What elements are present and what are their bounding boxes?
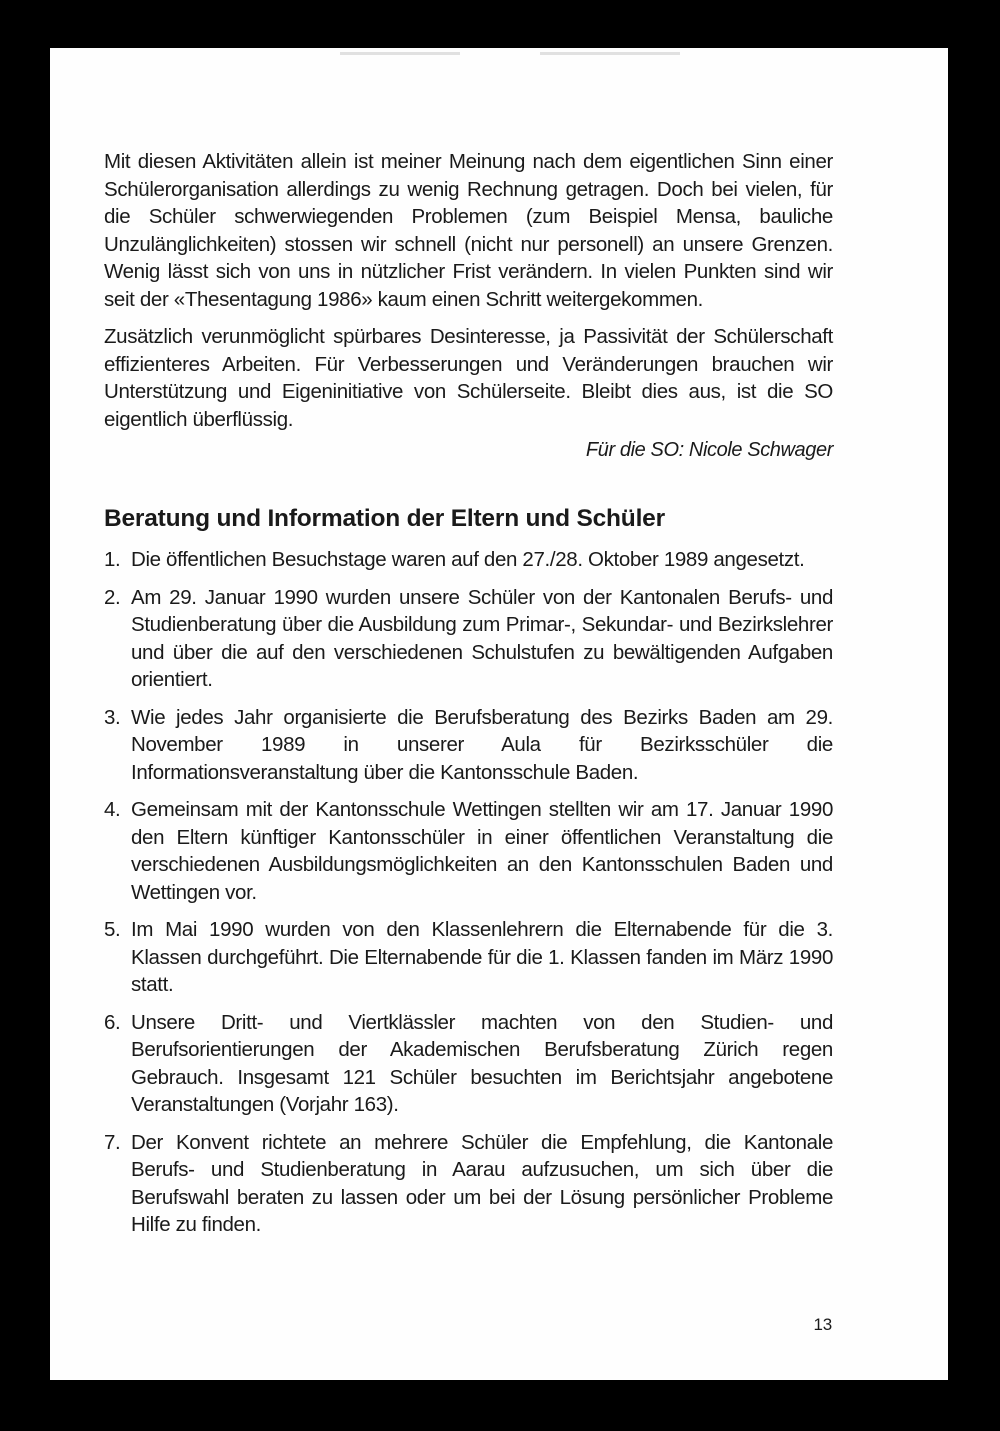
numbered-list <box>104 546 833 1239</box>
list-item <box>104 1009 833 1119</box>
page-content <box>104 148 833 1249</box>
list-item-text: Die öffentlichen Besuchstage waren auf den 27./28. Oktober 1989 angesetzt. <box>131 548 805 571</box>
list-item-text: Am 29. Januar 1990 wurden unsere Schüler von der Kantonalen Berufs- und Studienberatung über die Ausbildung zum Primar-, Sekundar- und Bezirkslehrer und über die auf den verschiedenen Schulstufen zu bewältigenden Aufgaben orientiert. <box>131 585 833 691</box>
body-paragraph: Zusätzlich verunmöglicht spürbares Desinteresse, ja Passivität der Schülerschaft effizienteres Arbeiten. Für Verbesserungen und Veränderungen brauchen wir Unterstützung und Eigeninitiative von Schülerseite. Bleibt dies aus, ist die SO eigentlich überflüssig. <box>104 325 833 431</box>
list-item-number: 5. <box>104 918 121 941</box>
list-item-number: 7. <box>104 1130 121 1154</box>
list-item-text: Im Mai 1990 wurden von den Klassenlehrern die Elternabende für die 3. Klassen durchgeführt. Die Elternabende für die 1. Klassen fanden im März 1990 statt. <box>131 918 833 996</box>
list-item <box>104 704 833 787</box>
list-item-text: Wie jedes Jahr organisierte die Berufsberatung des Bezirks Baden am 29. November 1989 in unserer Aula für Bezirksschüler die Informationsveranstaltung über die Kantonsschule Baden. <box>131 705 833 784</box>
list-item-number: 6. <box>104 1010 121 1034</box>
list-item-number: 3. <box>104 705 121 729</box>
list-item <box>104 546 833 574</box>
list-item-number: 2. <box>104 585 121 609</box>
list-item-text: Gemeinsam mit der Kantonsschule Wettingen stellten wir am 17. Januar 1990 den Eltern künftiger Kantonsschüler in einer öffentlichen Veranstaltung die verschiedenen Ausbildungsmöglichkeiten an den Kantonsschulen Baden und Wettingen vor. <box>131 798 833 904</box>
scan-artifact <box>340 52 460 55</box>
list-item-text: Der Konvent richtete an mehrere Schüler die Empfehlung, die Kantonale Berufs- und Studienberatung in Aarau aufzusuchen, um sich über die Berufswahl beraten zu lassen oder um bei der Lösung persönlicher Probleme Hilfe zu finden. <box>131 1130 833 1236</box>
list-item-number: 4. <box>104 798 121 821</box>
body-paragraph: Mit diesen Aktivitäten allein ist meiner Meinung nach dem eigentlichen Sinn einer Schülerorganisation allerdings zu wenig Rechnung getragen. Doch bei vielen, für die Schüler schwerwiegenden Problemen (zum Beispiel Mensa, bauliche Unzulänglichkeiten) stossen wir schnell (nicht nur personell) an unsere Grenzen. Wenig lässt sich von uns in nützlicher Frist verändern. In vielen Punkten sind wir seit der «Thesentagung 1986» kaum einen Schritt weitergekommen. <box>104 150 833 311</box>
list-item <box>104 916 833 999</box>
list-item <box>104 584 833 694</box>
list-item-text: Unsere Dritt- und Viertklässler machten von den Studien- und Berufsorientierungen der Akademischen Berufsberatung Zürich regen Gebrauch. Insgesamt 121 Schüler besuchten im Berichtsjahr angebotene Veranstaltungen (Vorjahr 163). <box>131 1010 833 1116</box>
list-item <box>104 1129 833 1239</box>
list-item <box>104 796 833 906</box>
section-heading: Beratung und Information der Eltern und Schüler <box>104 505 665 532</box>
scan-artifact <box>540 52 680 55</box>
document-page <box>50 48 948 1380</box>
signature: Für die SO: Nicole Schwager <box>585 439 833 461</box>
list-item-number: 1. <box>104 548 121 571</box>
page-number: 13 <box>813 1315 832 1334</box>
